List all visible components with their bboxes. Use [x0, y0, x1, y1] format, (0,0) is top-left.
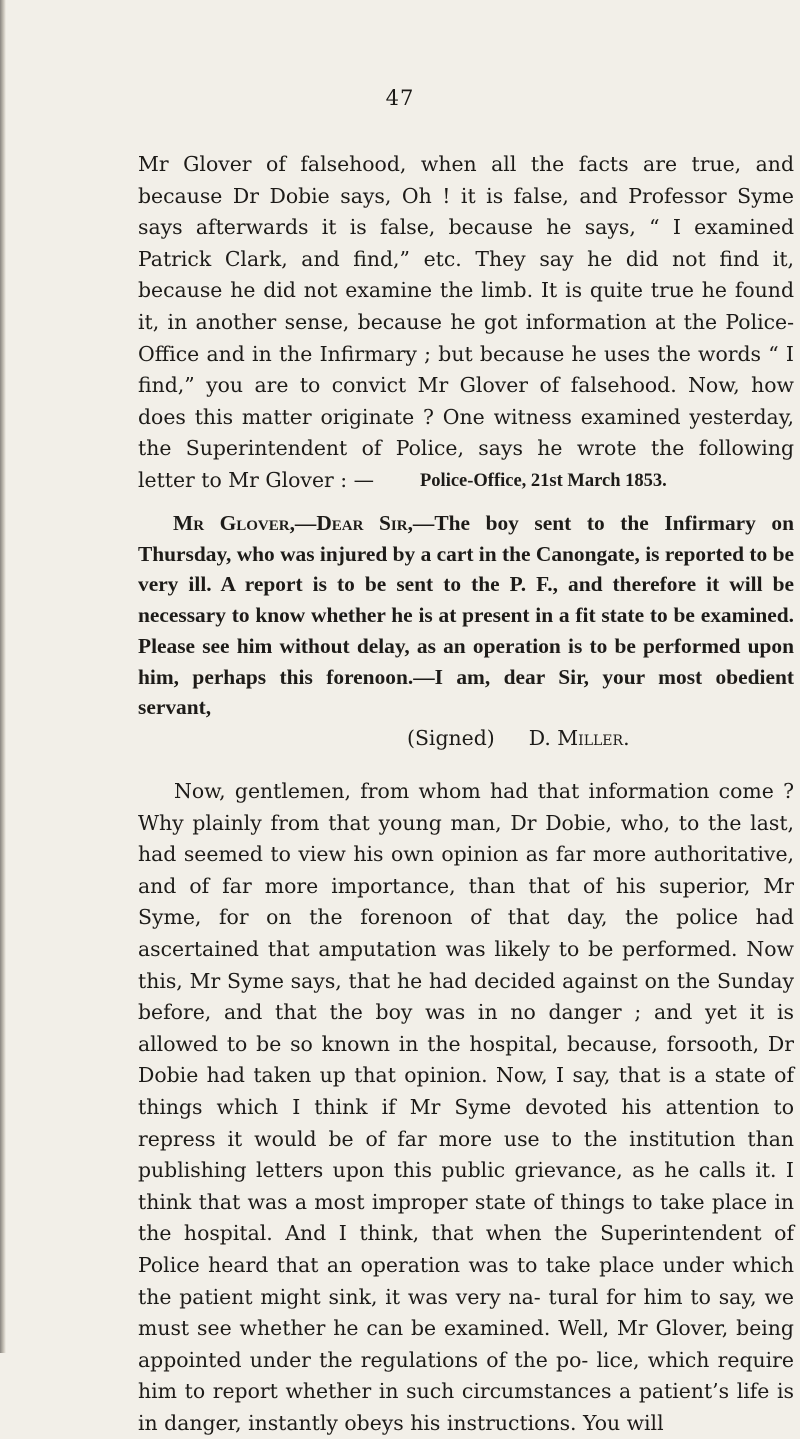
page-edge-shadow [0, 0, 6, 1353]
quoted-letter [138, 508, 794, 723]
body-paragraph-1 [138, 149, 794, 497]
body-paragraph-2 [138, 776, 794, 1439]
signed-label: (Signed) [407, 726, 495, 750]
letter-signature [407, 726, 630, 750]
letter-paragraph [138, 508, 794, 723]
signatory-name: D. Miller. [528, 726, 630, 750]
paragraph-text: Now, gentlemen, from whom had that information come ? Why plainly from that young man, Dr Dobie, who, to the last, had seemed to view his own opinion as far more authoritative, and of far more importance, than that of his superior, Mr Syme, for on the forenoon of that day, the police had ascertained that amputation was likely to be performed. Now this, Mr Syme says, that he had decided against on the Sunday before, and that the boy was in no danger ; and yet it is allowed to be so known in the hospital, because, forsooth, Dr Dobie had taken up that opinion. Now, I say, that is a state of things which I think if Mr Syme devoted his attention to repress it would be of far more use to the institution than publishing letters upon this public grievance, as he calls it. I think that was a most improper state of things to take place in the hospital. And I think, that when the Superintendent of Police heard that an operation was to take place under which the patient might sink, it was very na- tural for him to say, we must see whether he can be examined. Well, Mr Glover, being appointed under the regulations of the po- lice, which require him to report whether in such circumstances a patient’s life is in danger, instantly obeys his instructions. You will [138, 779, 794, 1435]
paragraph-text: Mr Glover of falsehood, when all the facts are true, and because Dr Dobie says, Oh ! it is false, and Professor Syme says afterwards it is false, because he says, “ I examined Patrick Clark, and find,” etc. They say he did not find it, because he did not examine the limb. It is quite true he found it, in another sense, because he got information at the Police-Office and in the Infirmary ; but because he uses the words “ I find,” you are to convict Mr Glover of falsehood. Now, how does this matter originate ? One witness examined yesterday, the Superintendent of Police, says he wrote the following letter to Mr Glover : — [138, 152, 794, 492]
letter-body: The boy sent to the Infirmary on Thursday, who was injured by a cart in the Canongate, is reported to be very ill. A report is to be sent to the P. F., and therefore it will be necessary to know whether he is at present in a fit state to be examined. Please see him without delay, as an operation is to be performed upon him, perhaps this forenoon.—I am, dear Sir, your most obedient servant, [138, 511, 795, 720]
letter-dateline: Police-Office, 21st March 1853. [420, 471, 667, 491]
page-number: 47 [385, 86, 415, 110]
letter-salutation: Mr Glover,—Dear Sir,— [173, 511, 435, 535]
